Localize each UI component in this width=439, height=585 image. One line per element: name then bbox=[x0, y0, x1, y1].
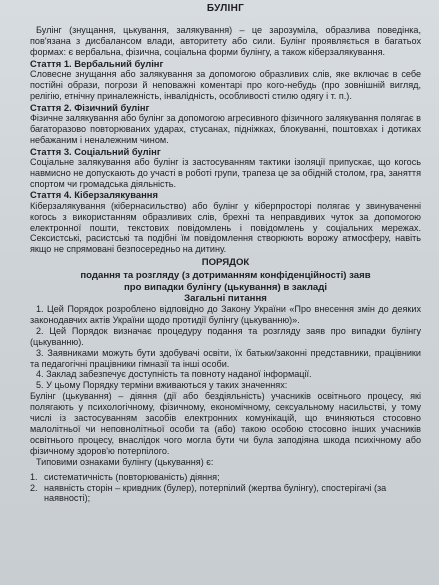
procedure-item-4: 4. Заклад забезпечує доступність та повноту наданої інформації. bbox=[36, 369, 312, 380]
article-3-heading: Стаття 3. Соціальний булінг bbox=[30, 145, 161, 157]
article-3 bbox=[30, 146, 421, 190]
sign-item-1-number: 1. bbox=[30, 471, 38, 482]
article-1-heading: Стаття 1. Вербальний булінг bbox=[30, 57, 164, 69]
sign-item-1-text: систематичність (повторюваність) діяння; bbox=[44, 471, 220, 482]
article-2-heading: Стаття 2. Фізичний булінг bbox=[30, 101, 150, 113]
document-title: БУЛІНГ bbox=[206, 3, 245, 14]
sign-item-2-text: наявність сторін – кривдник (булер), потерпілий (жертва булінгу), спостерігачі (за наявності); bbox=[44, 482, 387, 504]
article-1-text: Словесне знущання або залякування за допомогою образливих слів, яке включає в себе постійні образи, погрози й неповажні коментарі про кого-небудь (про зовнішній вигляд, релігію, етнічну приналежність, інвалідність, особливості стилю одягу і т. п.). bbox=[30, 68, 421, 101]
article-2 bbox=[30, 102, 421, 146]
procedure-item-3: 3. Заявниками можуть бути здобувачі освіти, їх батьки/законні представники, працівники та педагогічні працівники гімназії та інші особи. bbox=[30, 347, 421, 369]
article-1 bbox=[30, 58, 421, 102]
article-4 bbox=[30, 189, 421, 255]
procedure-item-5: 5. У цьому Порядку терміни вживаються у таких значеннях: bbox=[36, 380, 288, 391]
article-2-text: Фізичне залякування або булінг за допомогою агресивного фізичного залякування полягає в багаторазово повторюваних ударах, стусанах, підніжках, блокуванні, поштовхах і дотиках небажаним і неналежним чином. bbox=[30, 112, 421, 145]
procedure-item-2: 2. Цей Порядок визначає процедуру подання та розгляду заяв про випадки булінгу (цькуванню). bbox=[30, 325, 421, 347]
article-3-text: Соціальне залякування або булінг із застосуванням тактики ізоляції припускає, що когось навмисно не допускають до участі в роботі групи, трапеза це за обідній столом, гра, заняття спортом чи громадська діяльність. bbox=[30, 156, 421, 189]
article-4-text: Кіберзалякування (кібернасильство) або булінг у кіберпросторі полягає у звинуваченні когось з використанням образливих слів, брехні та неправдивих чуток за допомогою електронної пошти, текстових повідомлень і повідомлень у соціальних мережах. Сексистські, расистські та подібні їм повідомлення створюють ворожу атмосферу, навіть якщо не спрямовані безпосередньо на дитину. bbox=[30, 200, 421, 255]
procedure-item-1: 1. Цей Порядок розроблено відповідно до Закону України «Про внесення змін до деяких законодавчих актів України щодо протидії булінгу (цькуванню)». bbox=[30, 304, 421, 325]
article-4-heading: Стаття 4. Кіберзалякування bbox=[30, 189, 158, 201]
bullying-definition: Булінг (цькування) – діяння (дії або бездіяльність) учасників освітнього процесу, які полягають у психологічному, фізичному, економічному, сексуальному насильстві, у тому числі із застосуванням засобів електронних комунікацій, що вчиняються стосовно малолітньої чи неповнолітньої особи та (або) такою особою стосовно інших учасників освітнього процесу, внаслідок чого могла бути чи була заподіяна шкода психічному або фізичному здоров'ю потерпілого. bbox=[30, 391, 421, 456]
procedure-title: ПОРЯДОК bbox=[201, 257, 250, 269]
signs-intro: Типовими ознаками булінгу (цькування) є: bbox=[36, 456, 214, 467]
procedure-subtitle: Загальні питання bbox=[184, 292, 267, 304]
intro-paragraph: Булінг (знущання, цькування, залякування) – це зарозуміла, образлива поведінка, пов'язана з дисбалансом влади, авторитету або сили. Булінг проявляється в багатьох формах: є вербальна, фізична, соціальна форми булінгу, а також кіберзалякування. bbox=[30, 25, 421, 57]
sign-item-2-number: 2. bbox=[30, 482, 38, 493]
procedure-title-line-3: про випадки булінгу (цькування) в закладі bbox=[123, 281, 328, 293]
sign-item-1 bbox=[30, 472, 421, 483]
procedure-title-line-2: подання та розгляду (з дотриманням конфіденційності) заяв bbox=[80, 270, 371, 282]
sign-item-2 bbox=[30, 483, 421, 505]
